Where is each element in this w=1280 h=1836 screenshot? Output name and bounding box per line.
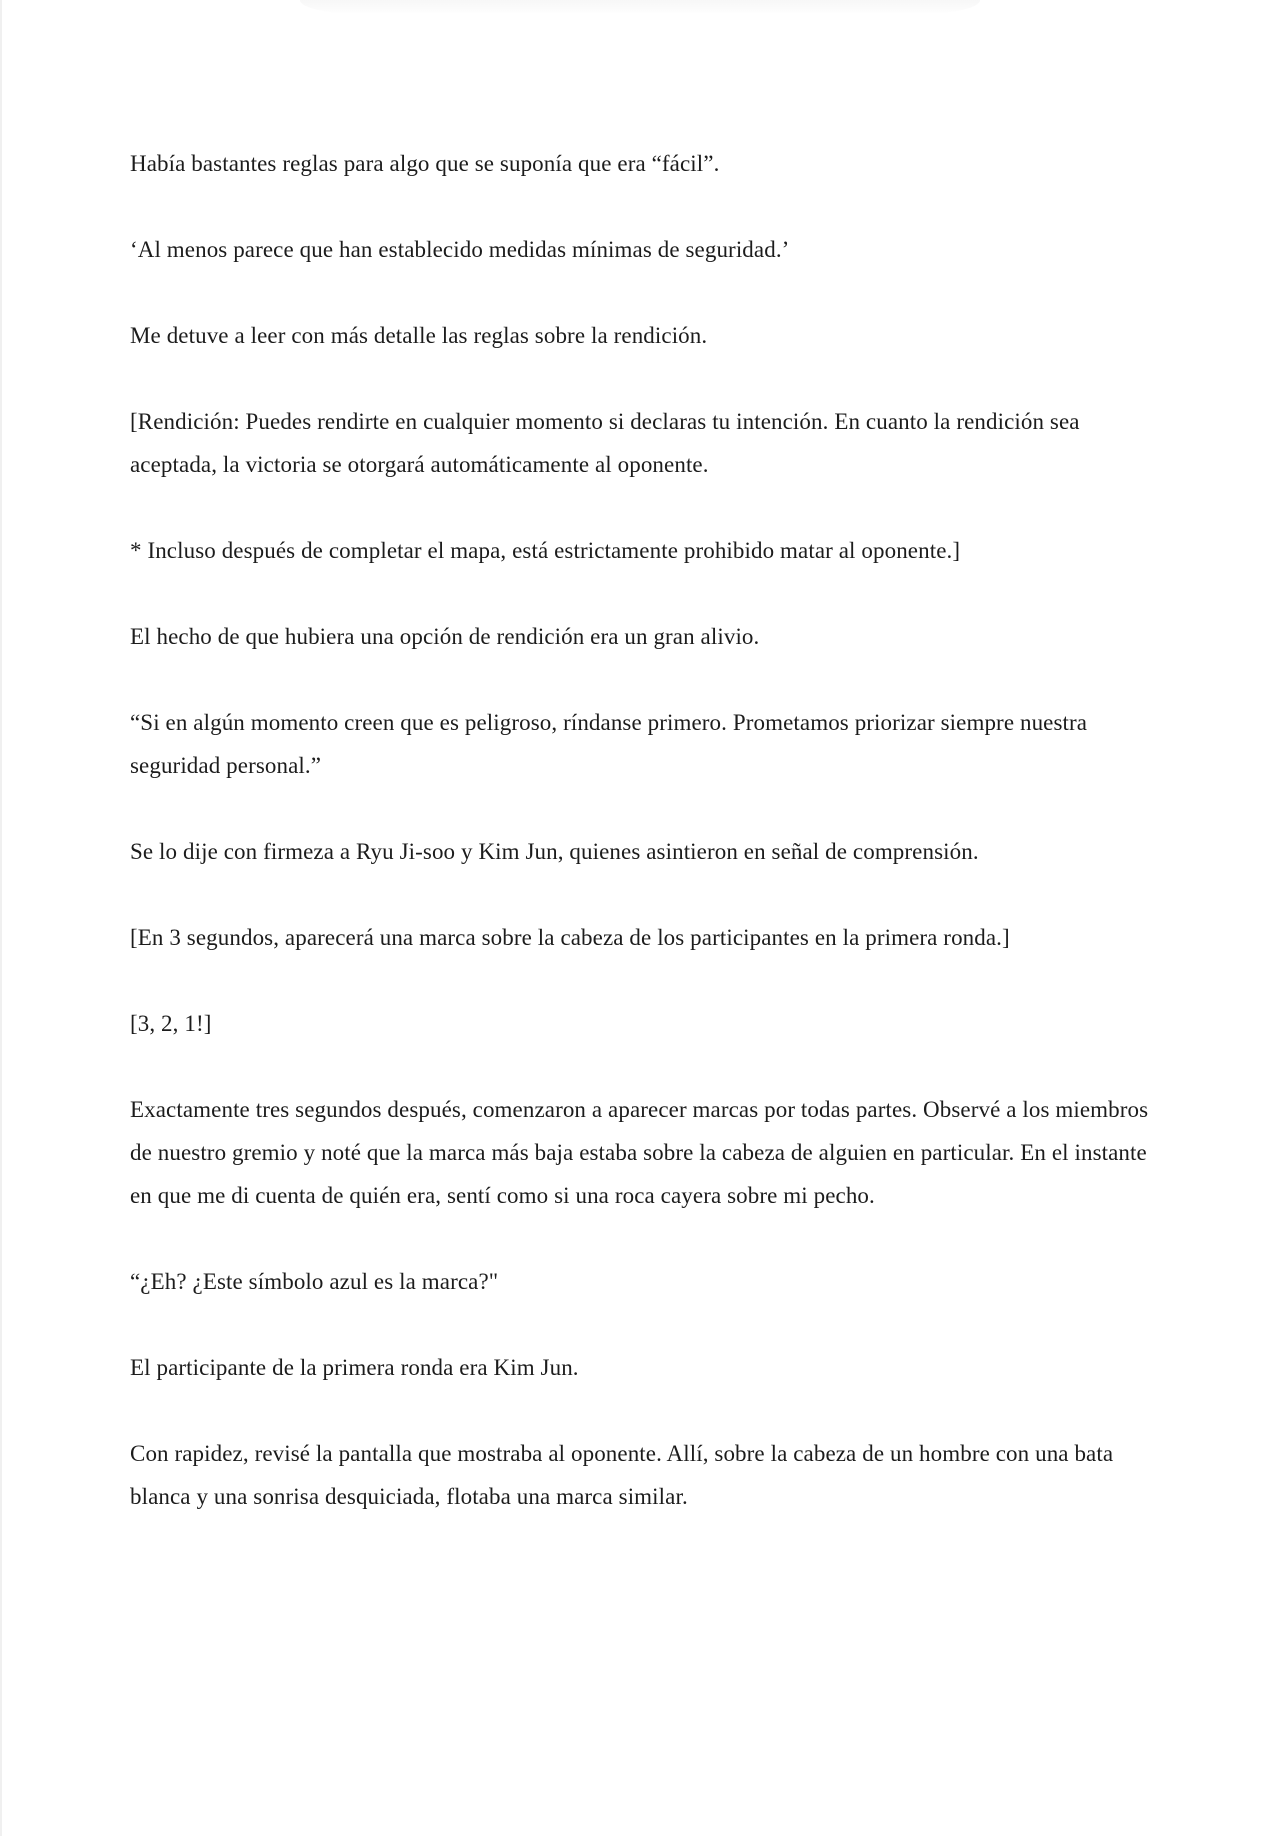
paragraph: “¿Eh? ¿Este símbolo azul es la marca?" <box>130 1269 499 1294</box>
paragraph: [En 3 segundos, aparecerá una marca sobre la cabeza de los participantes en la primera ronda.] <box>130 925 1010 950</box>
paragraph: “Si en algún momento creen que es peligroso, ríndanse primero. Prometamos priorizar siempre nuestra seguridad personal.” <box>130 710 1088 778</box>
reading-content <box>130 142 1160 1561</box>
paragraph: [3, 2, 1!] <box>130 1011 212 1036</box>
paragraph: ‘Al menos parece que han establecido medidas mínimas de seguridad.’ <box>130 237 790 262</box>
paragraph: El hecho de que hubiera una opción de rendición era un gran alivio. <box>130 624 760 649</box>
page-left-edge <box>0 0 2 1836</box>
paragraph: [Rendición: Puedes rendirte en cualquier momento si declaras tu intención. En cuanto la rendición sea aceptada, la victoria se otorgará automáticamente al oponente. <box>130 409 1080 477</box>
paragraph: Me detuve a leer con más detalle las reglas sobre la rendición. <box>130 323 708 348</box>
paragraph: Con rapidez, revisé la pantalla que mostraba al oponente. Allí, sobre la cabeza de un hombre con una bata blanca y una sonrisa desquiciada, flotaba una marca similar. <box>130 1441 1114 1509</box>
paragraph: Se lo dije con firmeza a Ryu Ji-soo y Kim Jun, quienes asintieron en señal de comprensión. <box>130 839 979 864</box>
paragraph: Exactamente tres segundos después, comenzaron a aparecer marcas por todas partes. Observé a los miembros de nuestro gremio y noté que la marca más baja estaba sobre la cabeza de alguien en particular. En el instante en que me di cuenta de quién era, sentí como si una roca cayera sobre mi pecho. <box>130 1097 1149 1208</box>
paragraph: El participante de la primera ronda era Kim Jun. <box>130 1355 579 1380</box>
top-shadow-band <box>300 0 980 14</box>
paragraph: * Incluso después de completar el mapa, está estrictamente prohibido matar al oponente.] <box>130 538 961 563</box>
paragraph: Había bastantes reglas para algo que se suponía que era “fácil”. <box>130 151 720 176</box>
